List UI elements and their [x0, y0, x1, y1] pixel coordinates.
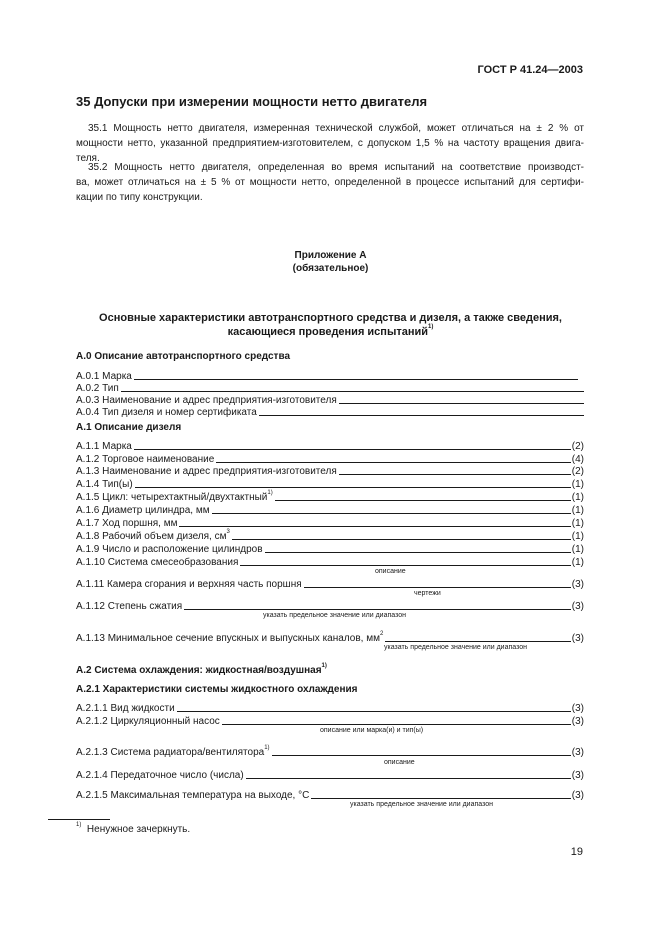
- category-code: (3): [571, 747, 584, 758]
- footnote-text: Ненужное зачеркнуть.: [86, 824, 191, 835]
- category-code: (3): [571, 770, 584, 781]
- footnote-ref: 1): [321, 663, 327, 669]
- field-label: А.0.4 Тип дизеля и номер сертификата: [76, 407, 257, 418]
- field-label: А.1.7 Ход поршня, мм: [76, 518, 178, 529]
- form-row-a215: [76, 788, 584, 801]
- input-line[interactable]: [222, 724, 571, 725]
- category-code: (3): [571, 601, 584, 612]
- field-label: А.1.2 Торговое наименование: [76, 454, 215, 465]
- field-label: [76, 633, 383, 644]
- field-caption: указать предельное значение или диапазон: [350, 801, 493, 808]
- superscript: 2: [379, 631, 384, 637]
- field-label-text: А.1.5 Цикл: четырехтактный/двухтактный: [76, 492, 268, 503]
- form-row-a11: [76, 439, 584, 452]
- document-id: ГОСТ Р 41.24—2003: [477, 64, 583, 76]
- footnote-ref: 1): [428, 324, 434, 330]
- input-line[interactable]: [246, 778, 571, 779]
- form-row-a213: [76, 745, 584, 758]
- paragraph-35-2: [76, 160, 584, 205]
- footnote-mark: 1): [76, 822, 82, 828]
- field-label: А.1.11 Камера сгорания и верхняя часть поршня: [76, 579, 302, 590]
- form-row-a111: [76, 577, 584, 590]
- field-label: А.1.10 Система смесеобразования: [76, 557, 239, 568]
- field-label: А.1.12 Степень сжатия: [76, 601, 183, 612]
- input-line[interactable]: [304, 587, 571, 588]
- input-line[interactable]: [212, 513, 571, 514]
- category-code: (1): [571, 518, 584, 529]
- field-label: А.0.1 Марка: [76, 371, 132, 382]
- category-code: (1): [571, 531, 584, 542]
- category-code: (3): [571, 633, 584, 644]
- form-row-a04: [76, 405, 584, 418]
- field-caption: описание: [375, 568, 406, 575]
- appendix-title-line2: [0, 326, 661, 338]
- field-label: А.1.6 Диаметр цилиндра, мм: [76, 505, 210, 516]
- form-row-a19: [76, 542, 584, 555]
- form-row-a14: [76, 477, 584, 490]
- form-row-a13: [76, 464, 584, 477]
- paragraph-line: 35.2 Мощность нетто двигателя, определенная во время испытаний на соответствие производст-: [88, 162, 584, 173]
- footnote: [76, 824, 190, 835]
- appendix-status: (обязательное): [292, 263, 369, 274]
- category-code: (3): [571, 716, 584, 727]
- form-row-a110: [76, 555, 584, 568]
- category-code: (1): [571, 557, 584, 568]
- appendix-label: Приложение А: [294, 250, 367, 261]
- field-label: А.0.2 Тип: [76, 383, 119, 394]
- form-row-a112: [76, 599, 584, 612]
- input-line[interactable]: [275, 500, 571, 501]
- superscript: 3: [226, 529, 230, 535]
- form-row-a113: [76, 631, 584, 644]
- field-caption: чертежи: [414, 590, 441, 597]
- field-label: [76, 492, 273, 503]
- footnote-rule: [48, 819, 110, 820]
- category-code: (3): [571, 579, 584, 590]
- category-code: (2): [571, 441, 584, 452]
- input-line[interactable]: [272, 755, 571, 756]
- form-row-a214: [76, 768, 584, 781]
- input-line[interactable]: [311, 798, 570, 799]
- form-row-a18: [76, 529, 584, 542]
- field-caption: описание или марка(и) и тип(ы): [320, 727, 424, 734]
- category-code: (2): [571, 466, 584, 477]
- field-caption: указать предельное значение или диапазон: [263, 612, 406, 619]
- input-line[interactable]: [339, 403, 584, 404]
- field-label-text: А.1.8 Рабочий объем дизеля, см: [76, 531, 227, 542]
- field-label: А.1.9 Число и расположение цилиндров: [76, 544, 263, 555]
- input-line[interactable]: [134, 449, 571, 450]
- category-code: (3): [571, 790, 584, 801]
- field-label: А.1.3 Наименование и адрес предприятия-изготовителя: [76, 466, 337, 477]
- form-row-a212: [76, 714, 584, 727]
- category-code: (1): [571, 479, 584, 490]
- field-label: А.2.1.4 Передаточное число (числа): [76, 770, 244, 781]
- field-label: [76, 531, 230, 542]
- paragraph-line: ва, может отличаться на ± 5 % от мощности нетто, определенной в процессе испытаний для сертифи-: [76, 177, 584, 188]
- field-label: А.2.1.5 Максимальная температура на выходе, °С: [76, 790, 310, 801]
- input-line[interactable]: [240, 565, 570, 566]
- input-line[interactable]: [184, 609, 571, 610]
- input-line[interactable]: [339, 474, 571, 475]
- field-label-text: А.2.1.3 Система радиатора/вентилятора: [76, 747, 265, 758]
- field-label: [76, 747, 270, 758]
- field-label: А.1.1 Марка: [76, 441, 132, 452]
- input-line[interactable]: [135, 487, 571, 488]
- input-line[interactable]: [134, 379, 578, 380]
- field-label-text: А.1.13 Минимальное сечение впускных и выпускных каналов, мм: [76, 633, 380, 644]
- a2-heading: [76, 665, 327, 676]
- field-label: А.2.1.2 Циркуляционный насос: [76, 716, 220, 727]
- input-line[interactable]: [216, 462, 570, 463]
- category-code: (4): [571, 454, 584, 465]
- form-row-a15: [76, 490, 584, 503]
- input-line[interactable]: [121, 391, 584, 392]
- field-label: А.1.4 Тип(ы): [76, 479, 133, 490]
- footnote-ref: 1): [267, 490, 273, 496]
- a0-heading: А.0 Описание автотранспортного средства: [76, 351, 291, 362]
- field-label: А.2.1.1 Вид жидкости: [76, 703, 175, 714]
- paragraph-line: мощности нетто, указанной предприятием-изготовителем, с допуском 1,5 % на частоту вращения двига-: [76, 138, 584, 149]
- category-code: (1): [571, 544, 584, 555]
- a1-heading: А.1 Описание дизеля: [76, 422, 182, 433]
- input-line[interactable]: [177, 711, 571, 712]
- appendix-title-line1: Основные характеристики автотранспортного средства и дизеля, а также сведения,: [99, 312, 562, 324]
- section-title: 35 Допуски при измерении мощности нетто двигателя: [76, 94, 428, 109]
- input-line[interactable]: [385, 641, 570, 642]
- appendix-title-text: касающиеся проведения испытаний: [227, 326, 429, 338]
- footnote-ref: 1): [264, 745, 270, 751]
- form-row-a16: [76, 503, 584, 516]
- a21-subheading: А.2.1 Характеристики системы жидкостного охлаждения: [76, 684, 358, 695]
- paragraph-line: теля.: [76, 153, 100, 164]
- input-line[interactable]: [265, 552, 571, 553]
- category-code: (3): [571, 703, 584, 714]
- paragraph-line: 35.1 Мощность нетто двигателя, измеренная технической службой, может отличаться на ± 2 % от: [88, 123, 584, 134]
- field-label: А.0.3 Наименование и адрес предприятия-изготовителя: [76, 395, 337, 406]
- field-caption: указать предельное значение или диапазон: [384, 644, 527, 651]
- category-code: (1): [571, 492, 584, 503]
- input-line[interactable]: [232, 539, 571, 540]
- form-row-a211: [76, 701, 584, 714]
- form-row-a17: [76, 516, 584, 529]
- paragraph-line: кации по типу конструкции.: [76, 192, 203, 203]
- page-number: 19: [570, 846, 583, 858]
- input-line[interactable]: [179, 526, 570, 527]
- field-caption: описание: [384, 759, 415, 766]
- a2-heading-text: А.2 Система охлаждения: жидкостная/воздушная: [76, 665, 322, 676]
- category-code: (1): [571, 505, 584, 516]
- input-line[interactable]: [259, 415, 584, 416]
